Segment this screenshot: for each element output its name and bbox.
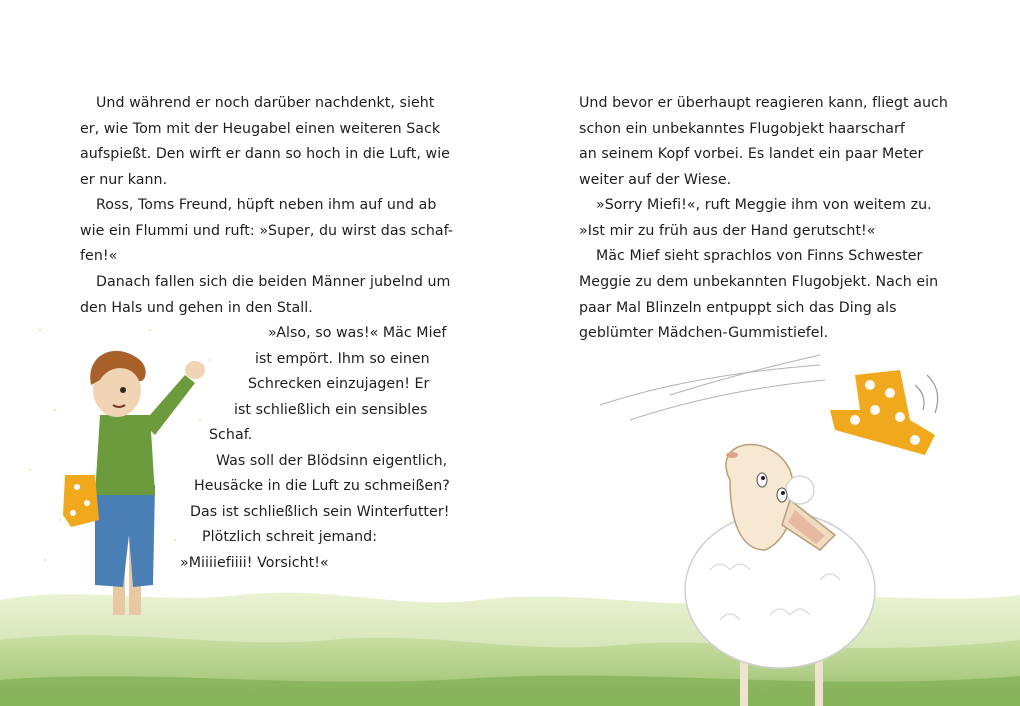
- text-line: ist schließlich ein sensibles: [234, 402, 428, 418]
- text-line: den Hals und gehen in den Stall.: [80, 300, 313, 316]
- text-line: Meggie zu dem unbekannten Flugobjekt. Nach ein: [579, 274, 939, 290]
- text-line: er, wie Tom mit der Heugabel einen weiteren Sack: [80, 121, 441, 137]
- text-line: Schrecken einzujagen! Er: [248, 376, 430, 392]
- motion-lines: [590, 345, 830, 435]
- text-line: Mäc Mief sieht sprachlos von Finns Schwester: [596, 248, 923, 264]
- text-line: geblümter Mädchen-Gummistiefel.: [579, 325, 829, 341]
- text-line: Das ist schließlich sein Winterfutter!: [190, 504, 450, 520]
- text-line: Und während er noch darüber nachdenkt, sieht: [96, 95, 435, 111]
- sheep-illustration: [670, 440, 900, 706]
- text-line: »Sorry Miefi!«, ruft Meggie ihm von weitem zu.: [596, 197, 932, 213]
- text-line: Und bevor er überhaupt reagieren kann, fliegt auch: [579, 95, 948, 111]
- text-line: »Also, so was!« Mäc Mief: [268, 325, 447, 341]
- text-line: Heusäcke in die Luft zu schmeißen?: [194, 478, 450, 494]
- text-line: schon ein unbekanntes Flugobjekt haarscharf: [579, 121, 905, 137]
- text-line: an seinem Kopf vorbei. Es landet ein paar Meter: [579, 146, 924, 162]
- text-line: Schaf.: [209, 427, 253, 443]
- text-line: »Miiiiefiiii! Vorsicht!«: [180, 555, 329, 571]
- text-line: aufspießt. Den wirft er dann so hoch in die Luft, wie: [80, 146, 450, 162]
- text-line: ist empört. Ihm so einen: [255, 351, 430, 367]
- text-line: Ross, Toms Freund, hüpft neben ihm auf und ab: [96, 197, 437, 213]
- text-line: paar Mal Blinzeln entpuppt sich das Ding als: [579, 300, 897, 316]
- text-line: weiter auf der Wiese.: [579, 172, 732, 188]
- text-line: wie ein Flummi und ruft: »Super, du wirst das schaf-: [80, 223, 454, 239]
- text-line: er nur kann.: [80, 172, 168, 188]
- text-line: »Ist mir zu früh aus der Hand gerutscht!«: [579, 223, 876, 239]
- text-line: Was soll der Blödsinn eigentlich,: [216, 453, 448, 469]
- text-line: Danach fallen sich die beiden Männer jubelnd um: [96, 274, 451, 290]
- text-line: Plötzlich schreit jemand:: [202, 529, 378, 545]
- text-line: fen!«: [80, 248, 118, 264]
